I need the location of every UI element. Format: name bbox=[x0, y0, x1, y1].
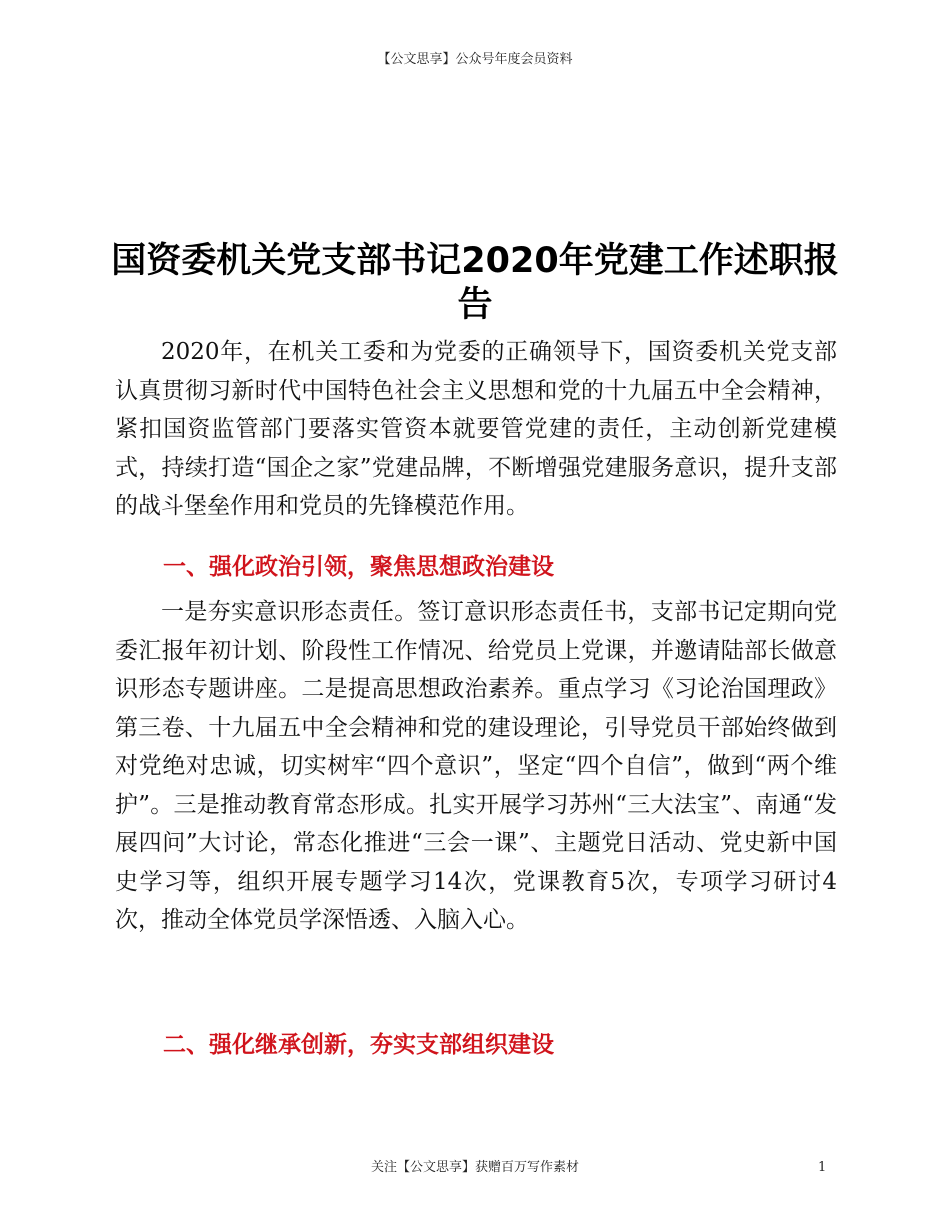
page-header: 【公文思享】公众号年度会员资料 bbox=[377, 52, 573, 67]
page-footer: 关注【公文思享】获赠百万写作素材 bbox=[370, 1160, 579, 1175]
intro-paragraph: 2020年，在机关工委和为党委的正确领导下，国资委机关党支部认真贯彻习新时代中国特色社会主义思想和党的十九届五中全会精神，紧扣国资监管部门要落实管资本就要管党建的责任，主动创新党建模式，持续打造“国企之家”党建品牌，不断增强党建服务意识，提升支部的战斗堡垒作用和党员的先锋模范作用。 bbox=[115, 339, 837, 519]
section-1-paragraph: 一是夯实意识形态责任。签订意识形态责任书，支部书记定期向党委汇报年初计划、阶段性工作情况、给党员上党课，并邀请陆部长做意识形态专题讲座。二是提高思想政治素养。重点学习《习论治国理政》第三卷、十九届五中全会精神和党的建设理论，引导党员干部始终做到对党绝对忠诚，切实树牢“四个意识”，坚定“四个自信”，做到“两个维护”。三是推动教育常态形成。扎实开展学习苏州“三大法宝”、南通“发展四问”大讨论，常态化推进“三会一课”、主题党日活动、党史新中国史学习等，组织开展专题学习14次，党课教育5次，专项学习研讨4次，推动全体党员学深悟透、入脑入心。 bbox=[115, 599, 837, 933]
page-number: 1 bbox=[818, 1160, 827, 1175]
section-heading-2: 二、强化继承创新，夯实支部组织建设 bbox=[163, 1032, 554, 1058]
section-heading-1: 一、强化政治引领，聚焦思想政治建设 bbox=[163, 554, 554, 580]
document-title: 国资委机关党支部书记2020年党建工作述职报告 bbox=[111, 241, 839, 326]
